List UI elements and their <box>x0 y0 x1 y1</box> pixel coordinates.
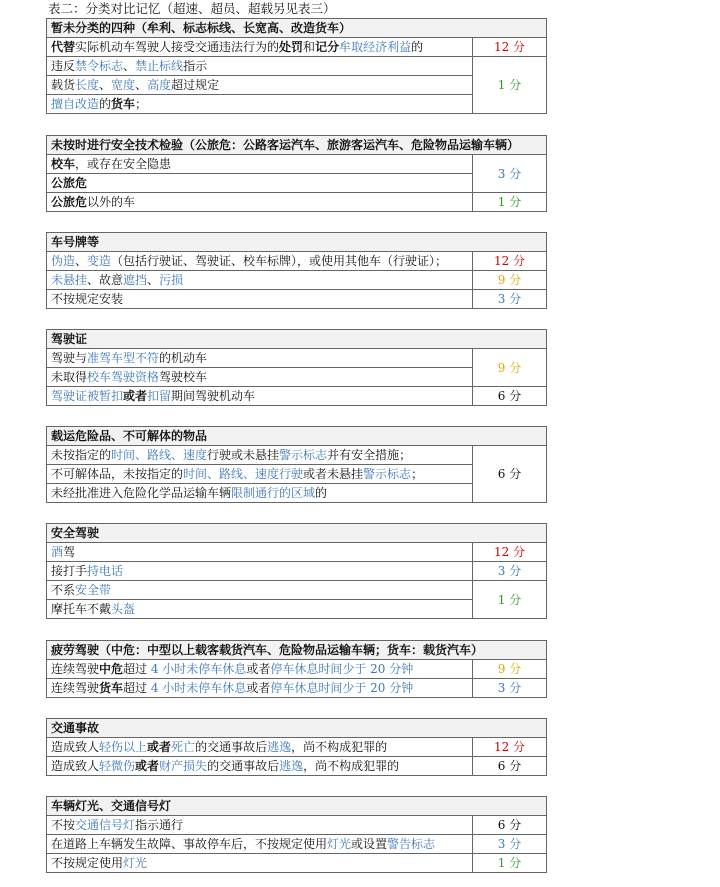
highlight-term: 轻微伤 <box>99 759 136 773</box>
section-heading: 驾驶证 <box>47 330 547 349</box>
highlight-term: 时间、路线、速度行驶 <box>183 467 304 481</box>
highlight-term: 财产损失 <box>159 759 208 773</box>
violation-text <box>47 387 473 406</box>
text-segment: ，或存在安全隐患 <box>75 157 172 171</box>
violation-text <box>47 290 473 309</box>
points-cell: 1 分 <box>473 57 547 114</box>
text-segment: 接打手 <box>51 564 88 578</box>
text-segment: 不可解体品，未按指定的 <box>51 467 184 481</box>
points-cell: 12 分 <box>473 252 547 271</box>
highlight-term: 宽度 <box>111 78 136 92</box>
text-segment: ，尚不构成犯罪的 <box>291 740 388 754</box>
highlight-term: 驾驶证被暂扣 <box>51 389 124 403</box>
highlight-term: 酒 <box>51 545 64 559</box>
highlight-term: 安全带 <box>75 583 112 597</box>
highlight-term: 持电话 <box>87 564 124 578</box>
text-segment: 或设置 <box>351 837 388 851</box>
bold-term: 记分 <box>315 40 340 54</box>
points-cell: 9 分 <box>473 349 547 387</box>
violation-text <box>47 368 473 387</box>
page-title: 表二：分类对比记忆（超速、超员、超载另见表三） <box>48 1 336 16</box>
points-cell: 3 分 <box>473 679 547 698</box>
violation-text <box>47 835 473 854</box>
highlight-term: 高度 <box>147 78 172 92</box>
table-row <box>47 679 547 698</box>
text-segment: 未经批准进入危险化学品运输车辆 <box>51 486 232 500</box>
text-segment: 、 <box>135 78 148 92</box>
violation-text <box>47 446 473 465</box>
table-row <box>47 543 547 562</box>
highlight-term: 逃逸 <box>267 740 292 754</box>
text-segment: 的交通事故后 <box>195 740 268 754</box>
bold-term: 代替 <box>51 40 76 54</box>
violation-text <box>47 600 473 619</box>
violation-text <box>47 349 473 368</box>
text-segment: 期间驾驶机动车 <box>171 389 256 403</box>
table-row <box>47 757 547 776</box>
text-segment: 不按规定安装 <box>51 292 124 306</box>
points-cell: 12 分 <box>473 38 547 57</box>
section-heading: 交通事故 <box>47 719 547 738</box>
violation-text <box>47 757 473 776</box>
text-segment: 超过 <box>123 662 151 676</box>
highlight-term: 限制通行的区域 <box>231 486 316 500</box>
text-segment: 、故意 <box>87 273 124 287</box>
text-segment: 以外的车 <box>87 195 136 209</box>
highlight-term: 头盔 <box>111 602 136 616</box>
points-cell: 12 分 <box>473 738 547 757</box>
highlight-term: 禁止标线 <box>135 59 184 73</box>
text-segment: 未按指定的 <box>51 448 112 462</box>
highlight-term: 准驾车型不符 <box>87 351 160 365</box>
violation-text <box>47 465 473 484</box>
highlight-term: 警示标志 <box>363 467 412 481</box>
section-heading: 未按时进行安全技术检验（公旅危：公路客运汽车、旅游客运汽车、危险物品运输车辆） <box>47 136 547 155</box>
text-segment: 、 <box>147 273 160 287</box>
table-row <box>47 290 547 309</box>
violation-text <box>47 155 473 174</box>
points-cell: 6 分 <box>473 816 547 835</box>
highlight-term: 停车休息时间少于 20 分钟 <box>270 662 414 676</box>
bold-term: 公旅危 <box>51 195 88 209</box>
section-heading: 疲劳驾驶（中危：中型以上载客载货汽车、危险物品运输车辆；货车：载货汽车） <box>47 641 547 660</box>
highlight-term: 变造 <box>87 254 112 268</box>
section-table <box>46 426 547 503</box>
section-heading: 载运危险品、不可解体的物品 <box>47 427 547 446</box>
text-segment: 行驶或未悬挂 <box>207 448 280 462</box>
highlight-term: 污损 <box>159 273 184 287</box>
table-row <box>47 95 547 114</box>
table-row <box>47 349 547 368</box>
bold-term: 处罚 <box>279 40 304 54</box>
highlight-term: 灯光 <box>123 856 148 870</box>
text-segment: 、 <box>123 59 136 73</box>
violation-text <box>47 38 473 57</box>
violation-text <box>47 193 473 212</box>
points-cell: 1 分 <box>473 581 547 619</box>
section-heading: 暂未分类的四种（牟利、标志标线、长宽高、改造货车） <box>47 19 547 38</box>
text-segment: 造成致人 <box>51 759 100 773</box>
table-row <box>47 484 547 503</box>
text-segment: ，尚不构成犯罪的 <box>303 759 400 773</box>
section-table <box>46 718 547 776</box>
table-row <box>47 38 547 57</box>
violation-text <box>47 581 473 600</box>
bold-term: 货车 <box>111 97 136 111</box>
table-row <box>47 57 547 76</box>
points-cell: 3 分 <box>473 290 547 309</box>
points-cell: 3 分 <box>473 562 547 581</box>
points-cell: 12 分 <box>473 543 547 562</box>
text-segment: 连续驾驶 <box>51 662 100 676</box>
table-row <box>47 252 547 271</box>
table-row <box>47 155 547 174</box>
table-row <box>47 660 547 679</box>
highlight-term: 遮挡 <box>123 273 148 287</box>
violation-text <box>47 562 473 581</box>
table-row <box>47 368 547 387</box>
text-segment: 未取得 <box>51 370 88 384</box>
text-segment: 不按规定使用 <box>51 856 124 870</box>
violation-text <box>47 76 473 95</box>
text-segment: 驾驶与 <box>51 351 88 365</box>
text-segment: 违反 <box>51 59 76 73</box>
text-segment: 或者 <box>246 681 271 695</box>
text-segment: ； <box>135 97 148 111</box>
section-heading: 车号牌等 <box>47 233 547 252</box>
text-segment: （包括行驶证、驾驶证、校车标牌），或使用其他车（行驶证）； <box>111 254 448 268</box>
text-segment: 指示通行 <box>135 818 184 832</box>
highlight-term: 轻伤以上 <box>99 740 148 754</box>
bold-term: 中危 <box>99 662 124 676</box>
points-cell: 3 分 <box>473 835 547 854</box>
section-table <box>46 329 547 406</box>
section-heading: 安全驾驶 <box>47 524 547 543</box>
table-row <box>47 600 547 619</box>
table-row <box>47 76 547 95</box>
highlight-term: 警告标志 <box>387 837 436 851</box>
table-row <box>47 581 547 600</box>
highlight-term: 擅自改造 <box>51 97 100 111</box>
text-segment: 、 <box>75 254 88 268</box>
highlight-term: 未悬挂 <box>51 273 88 287</box>
section-table <box>46 18 547 114</box>
points-cell: 6 分 <box>473 446 547 503</box>
text-segment: 造成致人 <box>51 740 100 754</box>
text-segment: 的机动车 <box>159 351 208 365</box>
violation-text <box>47 271 473 290</box>
bold-term: 货车 <box>99 681 124 695</box>
table-row <box>47 193 547 212</box>
table-row <box>47 446 547 465</box>
text-segment: 或者 <box>246 662 271 676</box>
table-row <box>47 562 547 581</box>
highlight-term: 交通信号灯 <box>75 818 136 832</box>
table-row <box>47 835 547 854</box>
points-cell: 1 分 <box>473 193 547 212</box>
highlight-term: 死亡 <box>171 740 196 754</box>
text-segment: 指示 <box>183 59 208 73</box>
text-segment: 的 <box>315 486 328 500</box>
text-segment: 和 <box>303 40 316 54</box>
text-segment: 、 <box>99 78 112 92</box>
text-segment: 的交通事故后 <box>207 759 280 773</box>
text-segment: 不系 <box>51 583 76 597</box>
text-segment: 实际机动车驾驶人接受交通违法行为的 <box>75 40 280 54</box>
highlight-term: 警示标志 <box>279 448 328 462</box>
table-row <box>47 174 547 193</box>
bold-term: 或者 <box>147 740 172 754</box>
text-segment: 的 <box>411 40 424 54</box>
violation-text <box>47 660 473 679</box>
bold-term: 校车 <box>51 157 76 171</box>
highlight-term: 时间、路线、速度 <box>111 448 208 462</box>
text-segment: 超过规定 <box>171 78 220 92</box>
text-segment: 并有安全措施； <box>327 448 412 462</box>
table-row <box>47 816 547 835</box>
highlight-term: 逃逸 <box>279 759 304 773</box>
highlight-term: 牟取经济利益 <box>339 40 412 54</box>
violation-text <box>47 57 473 76</box>
violation-text <box>47 543 473 562</box>
bold-term: 公旅危 <box>51 176 88 190</box>
section-table <box>46 232 547 309</box>
violation-text <box>47 252 473 271</box>
text-segment: 载货 <box>51 78 76 92</box>
table-row <box>47 387 547 406</box>
table-row <box>47 465 547 484</box>
bold-term: 或者 <box>123 389 148 403</box>
text-segment: 连续驾驶 <box>51 681 100 695</box>
highlight-term: 4 小时未停车休息 <box>150 681 247 695</box>
section-table <box>46 796 547 873</box>
text-segment: 摩托车不戴 <box>51 602 112 616</box>
violation-text <box>47 679 473 698</box>
text-segment: 不按 <box>51 818 76 832</box>
highlight-term: 校车驾驶资格 <box>87 370 160 384</box>
highlight-term: 长度 <box>75 78 100 92</box>
highlight-term: 4 小时未停车休息 <box>150 662 247 676</box>
points-cell: 3 分 <box>473 155 547 193</box>
points-cell: 9 分 <box>473 271 547 290</box>
highlight-term: 禁令标志 <box>75 59 124 73</box>
violation-text <box>47 738 473 757</box>
violation-text <box>47 816 473 835</box>
text-segment: 的 <box>99 97 112 111</box>
text-segment: 驾 <box>63 545 76 559</box>
points-cell: 1 分 <box>473 854 547 873</box>
text-segment: 在道路上车辆发生故障、事故停车后，不按规定使用 <box>51 837 328 851</box>
table-row <box>47 271 547 290</box>
section-table <box>46 523 547 619</box>
text-segment: 驾驶校车 <box>159 370 208 384</box>
highlight-term: 伪造 <box>51 254 76 268</box>
section-table <box>46 640 547 698</box>
text-segment: 超过 <box>123 681 151 695</box>
table-row <box>47 854 547 873</box>
violation-text <box>47 174 473 193</box>
section-heading: 车辆灯光、交通信号灯 <box>47 797 547 816</box>
bold-term: 或者 <box>135 759 160 773</box>
highlight-term: 灯光 <box>327 837 352 851</box>
violation-text <box>47 95 473 114</box>
text-segment: ； <box>411 467 424 481</box>
points-cell: 6 分 <box>473 387 547 406</box>
section-table <box>46 135 547 212</box>
table-row <box>47 738 547 757</box>
text-segment: 或者未悬挂 <box>303 467 364 481</box>
points-cell: 9 分 <box>473 660 547 679</box>
violation-text <box>47 854 473 873</box>
violation-text <box>47 484 473 503</box>
highlight-term: 停车休息时间少于 20 分钟 <box>270 681 414 695</box>
points-cell: 6 分 <box>473 757 547 776</box>
highlight-term: 扣留 <box>147 389 172 403</box>
